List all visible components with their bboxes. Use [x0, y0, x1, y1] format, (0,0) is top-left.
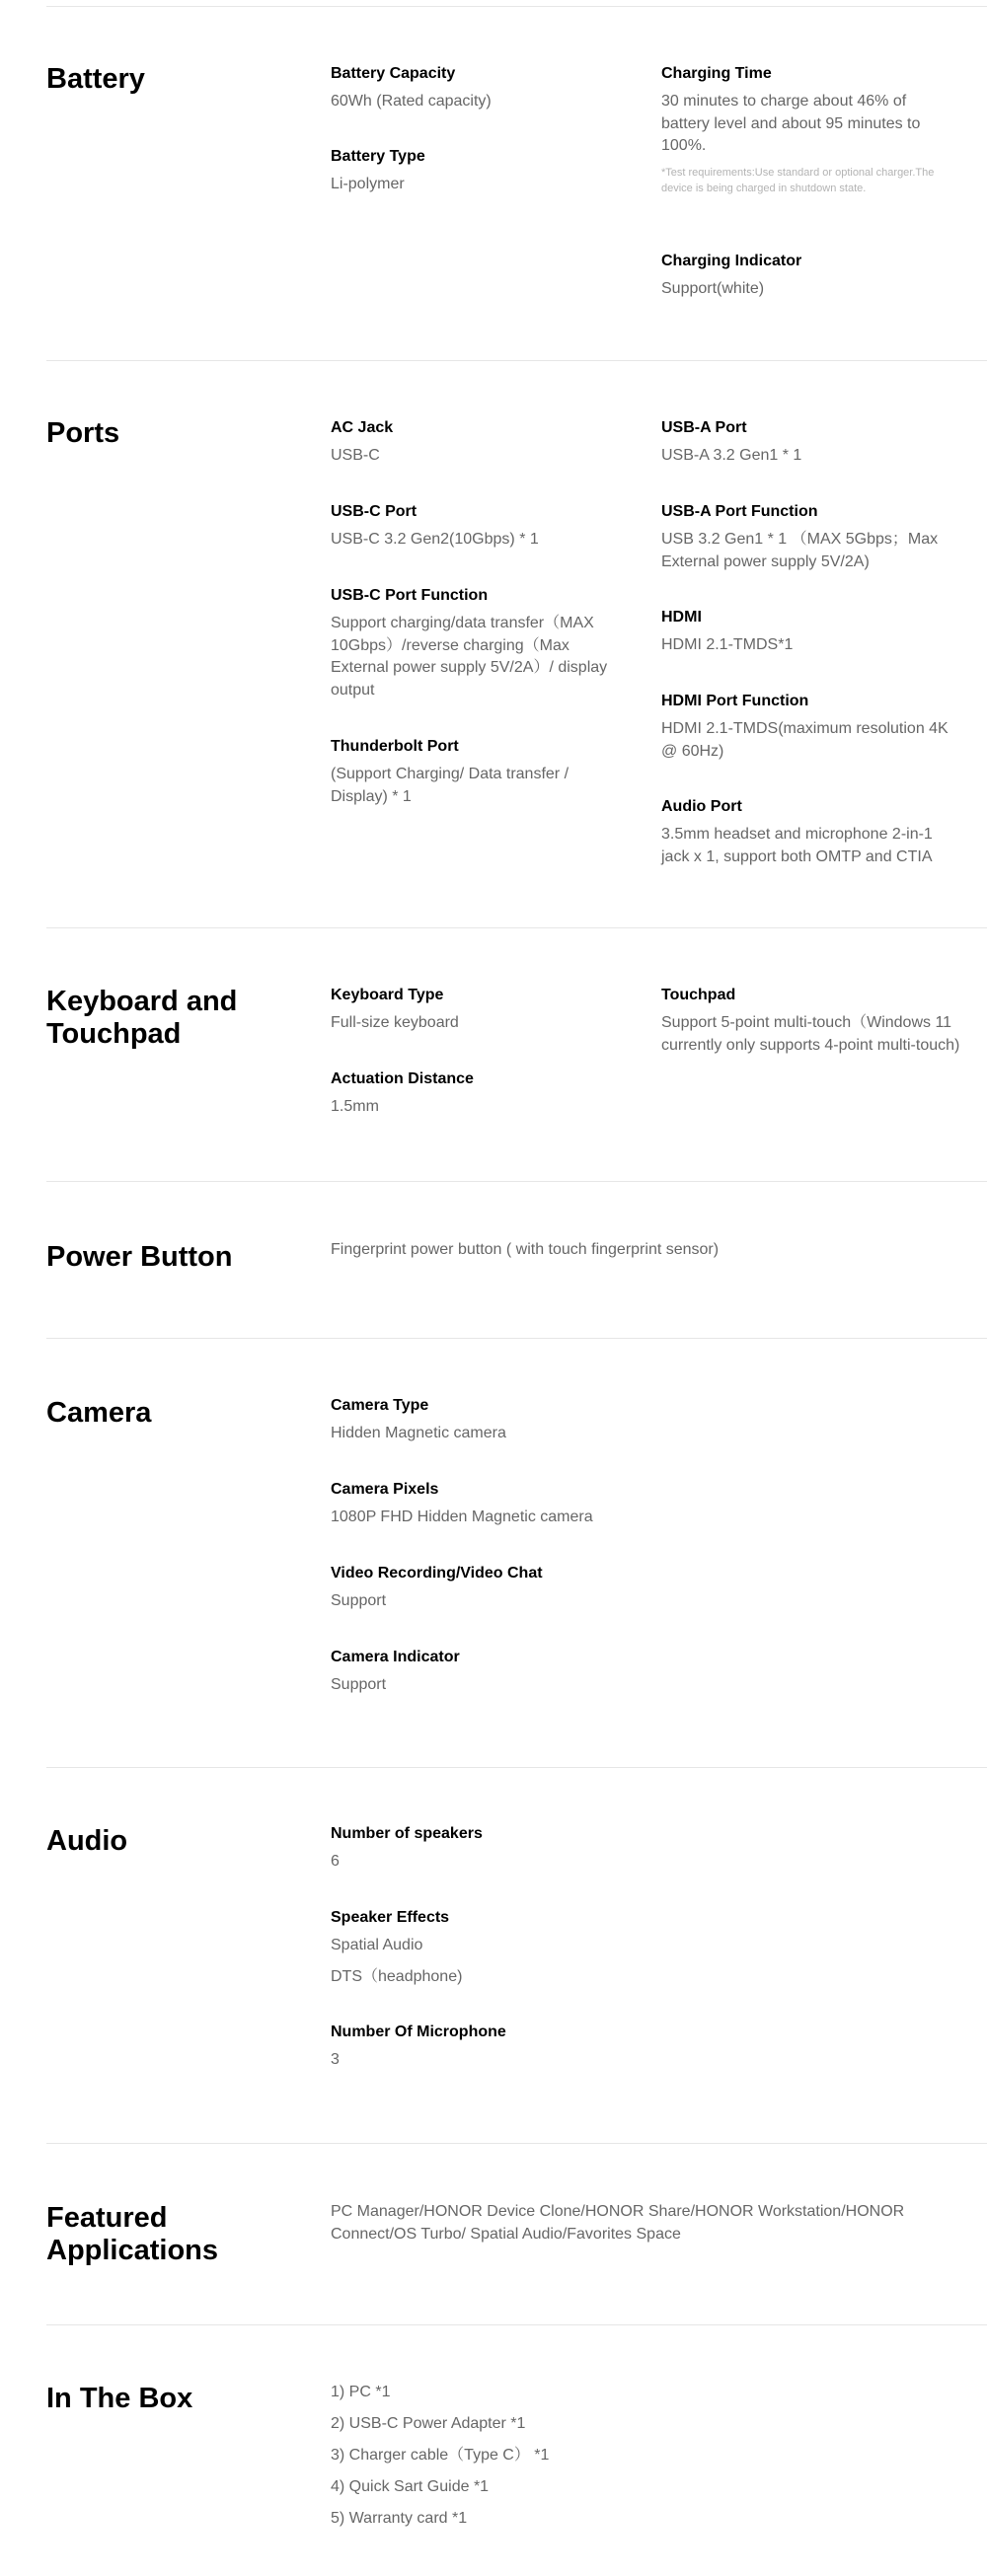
spec-label: Thunderbolt Port [331, 738, 459, 755]
spec-label: USB-C Port [331, 503, 418, 520]
spec-value: DTS（headphone) [331, 1967, 463, 1985]
spec-label: Number of speakers [331, 1825, 483, 1842]
spec-label: Camera Type [331, 1397, 429, 1414]
divider [46, 6, 987, 7]
spec-value: (Support Charging/ Data transfer / Display) * 1 [331, 766, 569, 805]
section-title-keyboard: Keyboard and Touchpad [46, 986, 238, 1050]
spec-label: USB-C Port Function [331, 587, 489, 604]
spec-value: Hidden Magnetic camera [331, 1425, 506, 1441]
section-title-featured-applications: Featured Applications [46, 2202, 219, 2266]
spec-label: Video Recording/Video Chat [331, 1565, 543, 1582]
spec-value: Spatial Audio [331, 1937, 423, 1953]
spec-label: Battery Capacity [331, 65, 456, 82]
section-title-audio: Audio [46, 1825, 128, 1857]
spec-touchpad [661, 985, 962, 1057]
spec-camera-type [331, 1395, 637, 1445]
spec-battery-capacity [331, 63, 637, 113]
divider [46, 1338, 987, 1339]
spec-video-recording [331, 1563, 637, 1613]
spec-label: Charging Time [661, 65, 772, 82]
spec-label: Touchpad [661, 987, 736, 1003]
spec-value: Support charging/data transfer（MAX 10Gbps）/reverse charging（Max External power supply 5V/2A）/ display output [331, 615, 608, 699]
section-title-camera: Camera [46, 1397, 152, 1429]
spec-label: Camera Pixels [331, 1481, 439, 1498]
spec-value: HDMI 2.1-TMDS(maximum resolution 4K @ 60Hz) [661, 720, 949, 760]
divider [46, 2143, 987, 2144]
spec-hdmi [661, 607, 967, 657]
spec-speaker-effects [331, 1907, 637, 1988]
spec-charging-time [661, 63, 957, 196]
section-title-in-the-box: In The Box [46, 2383, 193, 2414]
section-title-ports: Ports [46, 417, 120, 449]
spec-value: Support 5-point multi-touch（Windows 11 currently only supports 4-point multi-touch) [661, 1014, 960, 1054]
divider [46, 1181, 987, 1182]
box-item: 4) Quick Sart Guide *1 [331, 2478, 490, 2495]
spec-label: Keyboard Type [331, 987, 444, 1003]
spec-value: Fingerprint power button ( with touch fingerprint sensor) [331, 1241, 720, 1258]
spec-footnote: *Test requirements:Use standard or optional charger.The device is being charged in shutdown state. [661, 166, 935, 194]
spec-label: HDMI Port Function [661, 693, 809, 709]
spec-number-of-microphone [331, 2022, 637, 2072]
spec-value: 3.5mm headset and microphone 2-in-1 jack x 1, support both OMTP and CTIA [661, 826, 933, 865]
spec-charging-indicator [661, 251, 967, 301]
section-title-power-button: Power Button [46, 1241, 233, 1273]
box-item: 1) PC *1 [331, 2384, 391, 2400]
spec-label: USB-A Port Function [661, 503, 818, 520]
spec-value: 60Wh (Rated capacity) [331, 93, 492, 110]
box-item: 5) Warranty card *1 [331, 2510, 468, 2527]
spec-label: Audio Port [661, 798, 742, 815]
spec-value: 30 minutes to charge about 46% of battery level and about 95 minutes to 100%. [661, 93, 921, 154]
box-item: 3) Charger cable（Type C） *1 [331, 2447, 550, 2464]
spec-label: Camera Indicator [331, 1649, 460, 1665]
spec-battery-type [331, 146, 637, 196]
divider [46, 360, 987, 361]
spec-value: USB-C [331, 447, 380, 464]
spec-keyboard-type [331, 985, 637, 1035]
spec-label: USB-A Port [661, 419, 747, 436]
spec-audio-port [661, 796, 962, 868]
spec-ac-jack [331, 417, 637, 468]
spec-featured-applications [331, 2201, 938, 2245]
spec-usba-port [661, 417, 967, 468]
spec-value: USB-C 3.2 Gen2(10Gbps) * 1 [331, 531, 539, 548]
spec-value: Support(white) [661, 280, 765, 297]
spec-thunderbolt-port [331, 736, 607, 808]
spec-value: HDMI 2.1-TMDS*1 [661, 636, 794, 653]
spec-value: 3 [331, 2051, 340, 2068]
spec-label: HDMI [661, 609, 702, 626]
spec-value: PC Manager/HONOR Device Clone/HONOR Share/HONOR Workstation/HONOR Connect/OS Turbo/ Spatial Audio/Favorites Space [331, 2203, 905, 2243]
spec-usbc-function [331, 585, 627, 701]
spec-camera-indicator [331, 1647, 637, 1697]
divider [46, 1767, 987, 1768]
spec-label: Charging Indicator [661, 253, 802, 269]
spec-actuation-distance [331, 1068, 637, 1119]
spec-value: Full-size keyboard [331, 1014, 459, 1031]
spec-value: 1080P FHD Hidden Magnetic camera [331, 1509, 593, 1525]
spec-label: AC Jack [331, 419, 394, 436]
spec-number-of-speakers [331, 1823, 637, 1874]
spec-value: 1.5mm [331, 1098, 379, 1115]
spec-label: Battery Type [331, 148, 425, 165]
divider [46, 927, 987, 928]
spec-camera-pixels [331, 1479, 637, 1529]
spec-label: Number Of Microphone [331, 2024, 506, 2040]
spec-label: Speaker Effects [331, 1909, 450, 1926]
spec-value: USB 3.2 Gen1 * 1 （MAX 5Gbps；Max External power supply 5V/2A) [661, 531, 939, 570]
divider [46, 2324, 987, 2325]
spec-power-button [331, 1239, 943, 1262]
spec-value: USB-A 3.2 Gen1 * 1 [661, 447, 802, 464]
box-item: 2) USB-C Power Adapter *1 [331, 2415, 526, 2432]
spec-label: Actuation Distance [331, 1070, 474, 1087]
spec-usba-function [661, 501, 962, 573]
spec-usbc-port [331, 501, 637, 552]
spec-hdmi-function [661, 691, 962, 763]
spec-value: Support [331, 1676, 387, 1693]
spec-value: 6 [331, 1853, 340, 1870]
section-title-battery: Battery [46, 63, 145, 95]
spec-value: Li-polymer [331, 176, 405, 192]
spec-value: Support [331, 1592, 387, 1609]
